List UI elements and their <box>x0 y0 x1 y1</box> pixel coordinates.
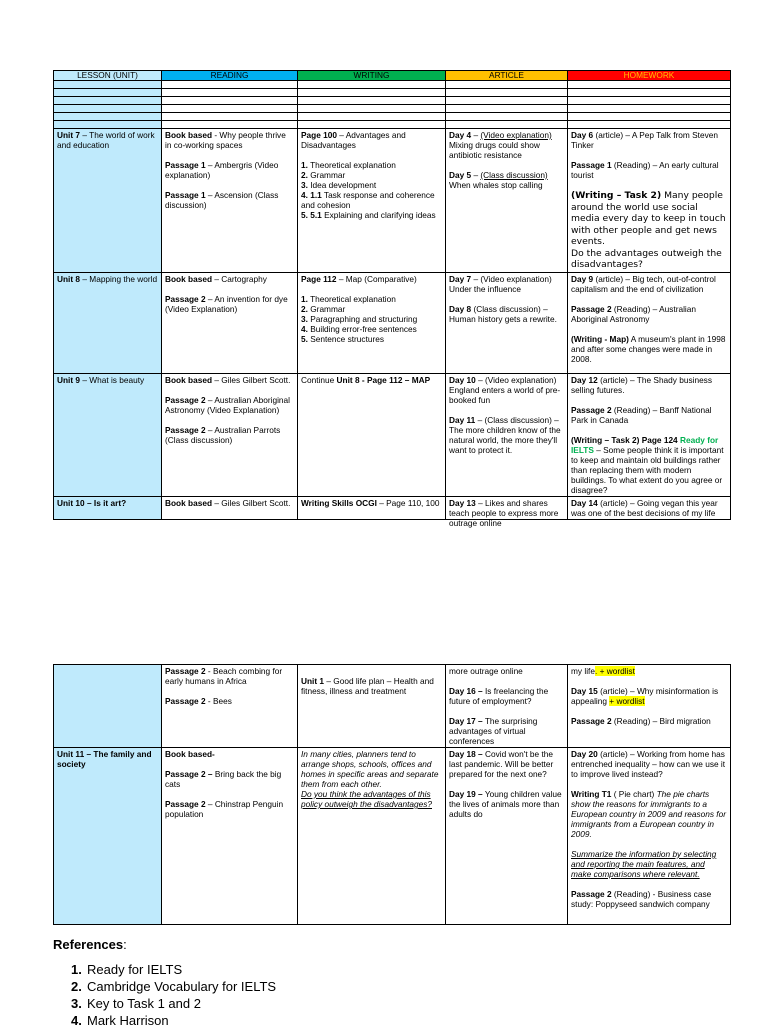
table-row-unit-8 <box>54 272 731 373</box>
lesson-plan-table-continued <box>53 664 731 925</box>
unit-7-homework: Day 6 (article) – A Pep Talk from Steven Tinker Passage 1 (Reading) – An early cultural tourist (Writing – Task 2) Many people around the world use social media every day to keep in touch with other people and get news events. Do the advantages outweigh the disadvantages? <box>568 129 731 273</box>
empty-row <box>54 121 731 129</box>
empty-row <box>54 105 731 113</box>
unit-9-article: Day 10 – (Video explanation) England enters a world of pre-booked fun Day 11 – (Class discussion) – The more children know of the natural world, the more they'll want to protect it. <box>446 373 568 496</box>
unit-10-reading: Book based – Giles Gilbert Scott. <box>162 496 298 519</box>
list-item: 3. Key to Task 1 and 2 <box>71 996 201 1011</box>
unit-10-reading-continued: Passage 2 - Beach combing for early humans in Africa Passage 2 - Bees <box>162 665 298 748</box>
empty-row <box>54 89 731 97</box>
unit-11-article: Day 18 – Covid won't be the last pandemic. Will be better prepared for the next one? Day 19 – Young children value the lives of animals more than adults do <box>446 748 568 925</box>
unit-8-writing: Page 112 – Map (Comparative) 1. Theoretical explanation 2. Grammar 3. Paragraphing and structuring 4. Building error-free sentences 5. Sentence structures <box>298 272 446 373</box>
table-row-unit-7 <box>54 129 731 273</box>
table-row-unit-10-continued <box>54 665 731 748</box>
unit-11-writing: In many cities, planners tend to arrange shops, schools, offices and homes in specific areas and separate them from each other. Do you think the advantages of this policy outweigh the disadvantages? <box>298 748 446 925</box>
unit-10-cell-continued <box>54 665 162 748</box>
empty-row <box>54 81 731 89</box>
unit-10-article-continued: more outrage online Day 16 – Is freelancing the future of employment? Day 17 – The surprising advantages of virtual conferences <box>446 665 568 748</box>
unit-10-writing-continued: Unit 1 – Good life plan – Health and fitness, illness and treatment <box>298 665 446 748</box>
references-title: References: <box>53 937 127 952</box>
header-row <box>54 71 731 81</box>
empty-row <box>54 97 731 105</box>
references-section <box>53 936 276 1029</box>
unit-10-homework-continued: my life. + wordlist Day 15 (article) – Why misinformation is appealing + wordlist Passage 2 (Reading) – Bird migration <box>568 665 731 748</box>
header-homework: HOMEWORK <box>568 71 731 81</box>
unit-8-reading: Book based – Cartography Passage 2 – An invention for dye (Video Explanation) <box>162 272 298 373</box>
unit-11-cell: Unit 11 – The family and society <box>54 748 162 925</box>
header-reading: READING <box>162 71 298 81</box>
table-row-unit-10 <box>54 496 731 519</box>
unit-7-reading: Book based - Why people thrive in co-working spaces Passage 1 – Ambergris (Video explanation) Passage 1 – Ascension (Class discussion) <box>162 129 298 273</box>
lesson-plan-table <box>53 70 731 528</box>
header-lesson: LESSON (UNIT) <box>54 71 162 81</box>
empty-row <box>54 113 731 121</box>
unit-11-homework: Day 20 (article) – Working from home has entrenched inequality – how can we use it to improve lived instead? Writing T1 ( Pie chart) The pie charts show the reasons for immigrants to a European country in 2009 and reasons for immigrants from a European country in 2009. Summarize the information by selecting and reporting the main features, and make comparisons where relevant. Passage 2 (Reading) - Business case study: Poppyseed sandwich company <box>568 748 731 925</box>
unit-9-reading: Book based – Giles Gilbert Scott. Passage 2 – Australian Aboriginal Astronomy (Video Explanation) Passage 2 – Australian Parrots (Class discussion) <box>162 373 298 496</box>
unit-9-homework: Day 12 (article) – The Shady business selling futures. Passage 2 (Reading) – Banff National Park in Canada (Writing – Task 2) Page 124 Ready for IELTS – Some people think it is important to keep and maintain old buildings rather than replacing them with modern buildings. To what extent do you agree or disagree? <box>568 373 731 496</box>
unit-9-writing: Continue Unit 8 - Page 112 – MAP <box>298 373 446 496</box>
header-writing: WRITING <box>298 71 446 81</box>
list-item: 4. Mark Harrison <box>71 1013 169 1028</box>
unit-9-cell: Unit 9 – What is beauty <box>54 373 162 496</box>
unit-10-homework: Day 14 (article) – Going vegan this year was one of the best decisions of my life <box>568 496 731 519</box>
unit-7-writing: Page 100 – Advantages and Disadvantages 1. Theoretical explanation 2. Grammar 3. Idea development 4. 1.1 Task response and coherence and cohesion 5. 5.1 Explaining and clarifying ideas <box>298 129 446 273</box>
unit-8-homework: Day 9 (article) – Big tech, out-of-control capitalism and the end of civilization Passage 2 (Reading) – Australian Aboriginal Astronomy (Writing - Map) A museum's plant in 1998 and after some changes were made in 2008. <box>568 272 731 373</box>
references-list <box>53 961 276 1029</box>
table-row-unit-9 <box>54 373 731 496</box>
unit-8-article: Day 7 – (Video explanation) Under the influence Day 8 (Class discussion) – Human history gets a rewrite. <box>446 272 568 373</box>
unit-7-cell: Unit 7 – The world of work and education <box>54 129 162 273</box>
unit-7-article: Day 4 – (Video explanation) Mixing drugs could show antibiotic resistance Day 5 – (Class discussion) When whales stop calling <box>446 129 568 273</box>
unit-10-cell: Unit 10 – Is it art? <box>54 496 162 519</box>
unit-8-cell: Unit 8 – Mapping the world <box>54 272 162 373</box>
list-item: 2. Cambridge Vocabulary for IELTS <box>71 979 277 994</box>
unit-10-article: Day 13 – Likes and shares teach people to express more outrage online <box>446 496 568 519</box>
table-row-unit-11 <box>54 748 731 925</box>
list-item: 1. Ready for IELTS <box>71 962 183 977</box>
unit-10-writing: Writing Skills OCGI – Page 110, 100 <box>298 496 446 519</box>
unit-11-reading: Book based- Passage 2 – Bring back the big cats Passage 2 – Chinstrap Penguin population <box>162 748 298 925</box>
header-article: ARTICLE <box>446 71 568 81</box>
